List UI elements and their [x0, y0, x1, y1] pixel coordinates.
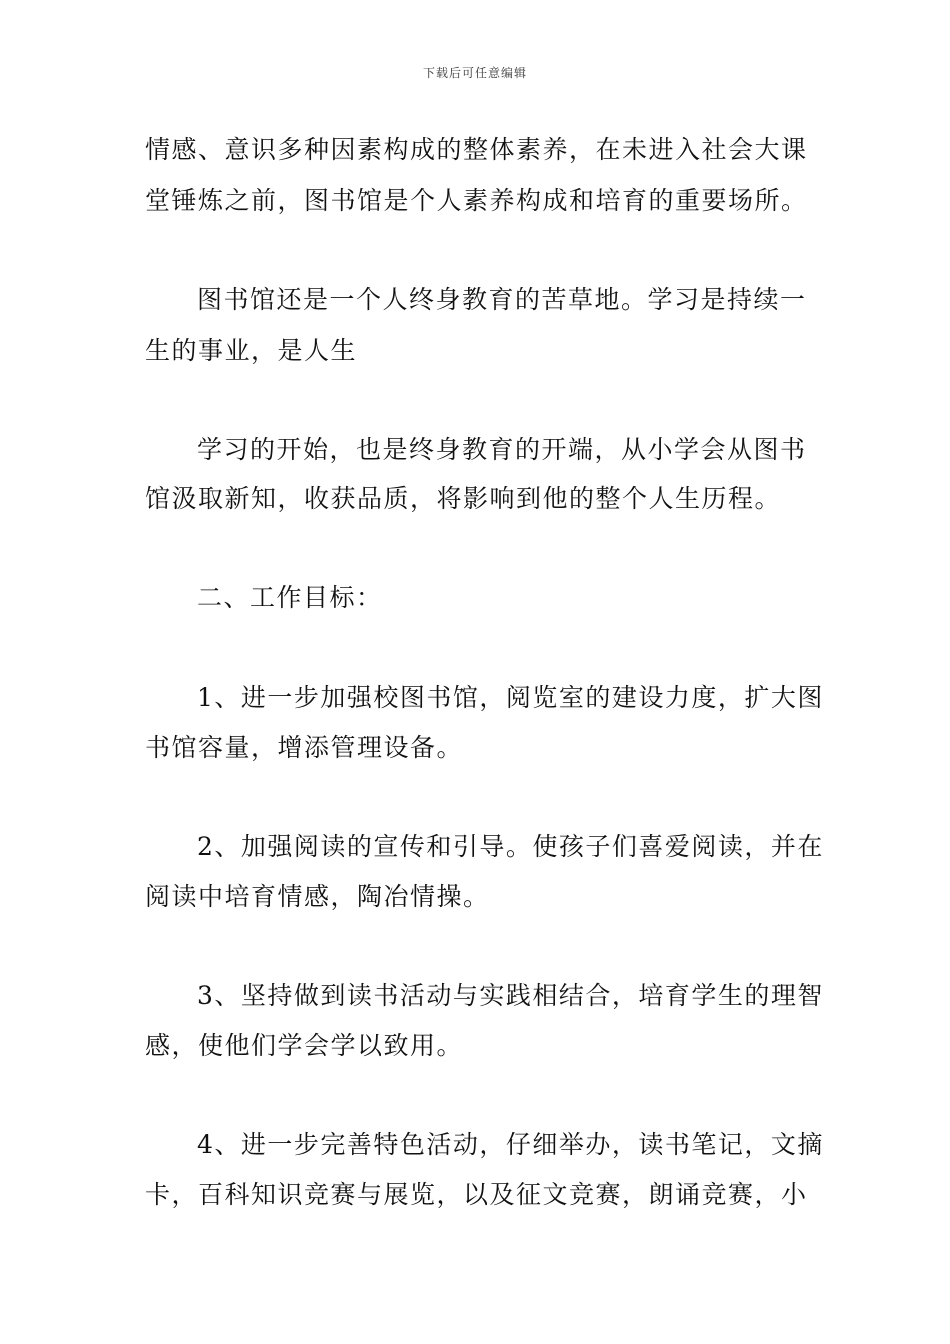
text-line: 阅读中培育情感，陶冶情操。	[145, 882, 490, 911]
text-line: 图书馆还是一个人终身教育的苦草地。学习是持续一	[197, 285, 807, 314]
text-line: 书馆容量，增添管理设备。	[145, 733, 464, 762]
text-line: 卡，百科知识竞赛与展览，以及征文竞赛，朗诵竞赛，小	[145, 1180, 808, 1209]
text-line: 学习的开始，也是终身教育的开端，从小学会从图书	[197, 435, 807, 464]
text-line: 情感、意识多种因素构成的整体素养，在未进入社会大课	[145, 135, 808, 164]
text-line: 生的事业，是人生	[145, 336, 358, 365]
text-line: 4、进一步完善特色活动，仔细举办，读书笔记，文摘	[197, 1130, 824, 1159]
section-heading: 二、工作目标：	[197, 583, 383, 612]
header-note: 下载后可任意编辑	[422, 66, 527, 80]
text-line: 1、进一步加强校图书馆，阅览室的建设力度，扩大图	[197, 683, 824, 712]
text-line: 感，使他们学会学以致用。	[145, 1031, 464, 1060]
text-line: 馆汲取新知，收获品质，将影响到他的整个人生历程。	[145, 484, 782, 513]
text-line: 3、坚持做到读书活动与实践相结合，培育学生的理智	[197, 981, 824, 1010]
text-line: 堂锤炼之前，图书馆是个人素养构成和培育的重要场所。	[145, 186, 808, 215]
text-line: 2、加强阅读的宣传和引导。使孩子们喜爱阅读，并在	[197, 832, 824, 861]
